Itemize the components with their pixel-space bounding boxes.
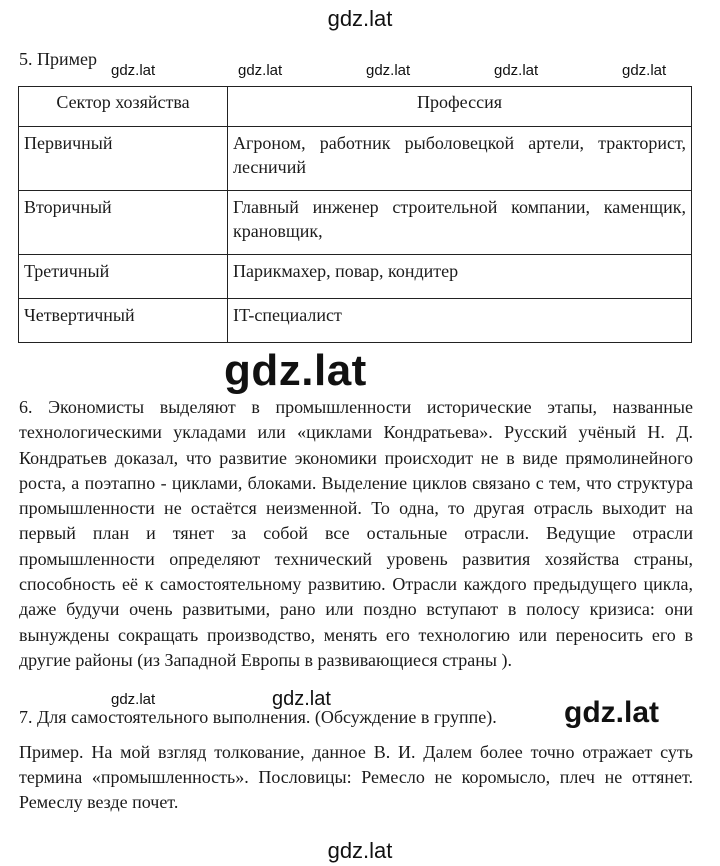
profession-cell: IT-специалист <box>228 299 692 343</box>
watermark-left-small: gdz.lat <box>111 691 156 708</box>
column-header-profession: Профессия <box>228 87 692 127</box>
sector-cell: Третичный <box>19 255 228 299</box>
watermark-bottom: gdz.lat <box>327 838 393 863</box>
sector-cell: Четвертичный <box>19 299 228 343</box>
watermark-row-2: gdz.lat <box>238 62 283 79</box>
table-row <box>19 299 692 343</box>
watermark-row-3: gdz.lat <box>366 62 411 79</box>
section-5-heading: 5. Пример <box>19 49 98 69</box>
watermark-mid: gdz.lat <box>272 688 331 710</box>
sector-cell: Первичный <box>19 127 228 191</box>
watermark-row-4: gdz.lat <box>494 62 539 79</box>
table-header-row <box>19 87 692 127</box>
watermark-row-1: gdz.lat <box>111 62 156 79</box>
professions-table <box>18 86 692 343</box>
watermark-big: gdz.lat <box>220 346 371 396</box>
watermark-row-5: gdz.lat <box>622 62 667 79</box>
table-row <box>19 127 692 191</box>
section-7-heading: 7. Для самостоятельного выполнения. (Обсуждение в группе). <box>19 707 497 727</box>
section-6-paragraph: 6. Экономисты выделяют в промышленности исторические этапы, названные технологическими укладами или «циклами Кондратьева». Русский учёный Н. Д. Кондратьев доказал, что развитие экономики происходит не в виде прямолинейного роста, а поэтапно - циклами, блоками. Выделение циклов связано с тем, что структура промышленности не остаётся неизменной. То одна, то другая отрасль выходит на первый план и тянет за собой все остальные отрасли. Ведущие отрасли промышленности определяют технический уровень развития хозяйства страны, способность её к самостоятельному развитию. Отрасли каждого предыдущего цикла, даже будучи очень развитыми, рано или поздно вступают в полосу кризиса: они вынуждены сокращать производство, менять его технологию или переносить его в другие районы (из Западной Европы в развивающиеся страны ). <box>19 397 693 670</box>
column-header-sector: Сектор хозяйства <box>19 87 228 127</box>
sector-cell: Вторичный <box>19 191 228 255</box>
watermark-top: gdz.lat <box>327 6 393 31</box>
profession-cell: Агроном, работник рыболовецкой артели, тракторист, лесничий <box>228 127 692 191</box>
watermark-right-bold: gdz.lat <box>564 696 659 729</box>
table-row <box>19 191 692 255</box>
table-row <box>19 255 692 299</box>
profession-cell: Парикмахер, повар, кондитер <box>228 255 692 299</box>
section-7-example: Пример. На мой взгляд толкование, данное В. И. Далем более точно отражает суть термина «промышленность». Пословицы: Ремесло не коромысло, плеч не оттянет. Ремеслу везде почет. <box>19 742 693 812</box>
profession-cell: Главный инженер строительной компании, каменщик, крановщик, <box>228 191 692 255</box>
